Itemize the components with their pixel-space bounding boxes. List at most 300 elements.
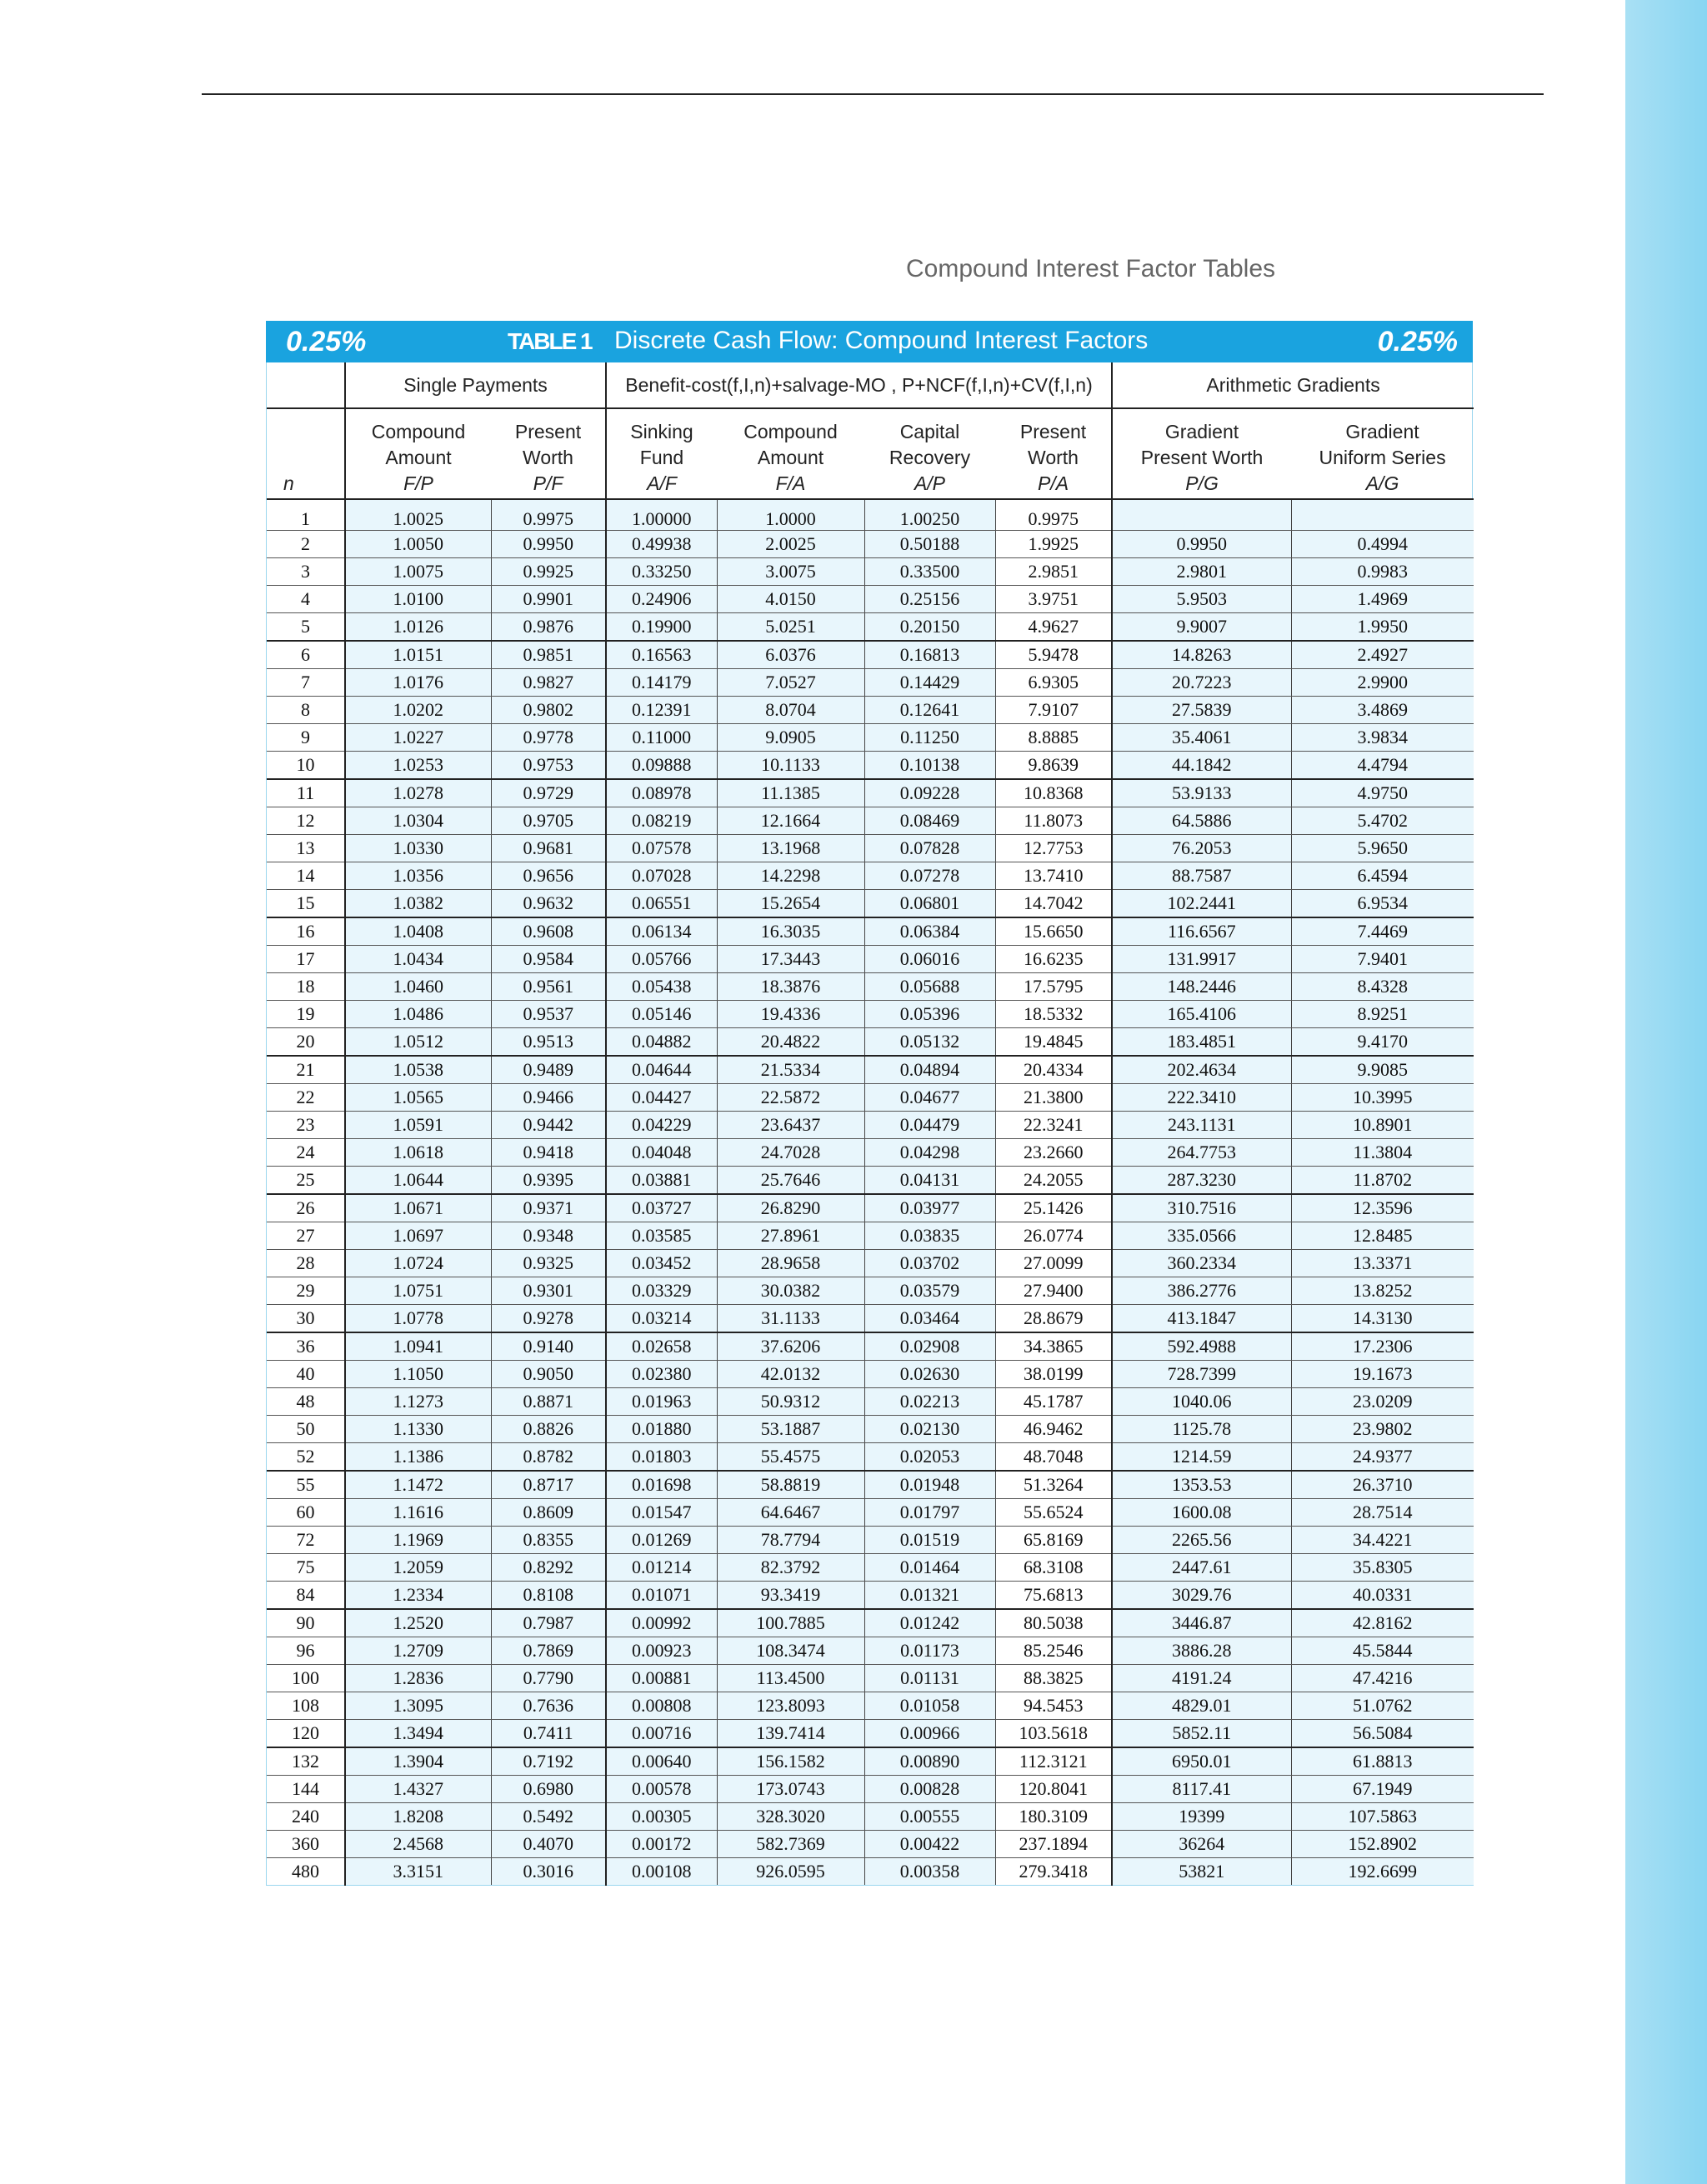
column-header xyxy=(717,408,864,499)
table-row xyxy=(267,724,1474,752)
table-cell: 173.0743 xyxy=(717,1776,864,1803)
table-cell: 386.2776 xyxy=(1112,1277,1291,1305)
table-cell: 0.00640 xyxy=(606,1747,717,1776)
table-row xyxy=(267,1305,1474,1333)
table-cell: 1.1050 xyxy=(345,1361,491,1388)
table-cell: 1.8208 xyxy=(345,1803,491,1831)
table-cell: 1.1273 xyxy=(345,1388,491,1416)
table-row xyxy=(267,917,1474,946)
table-cell: 14.2298 xyxy=(717,862,864,890)
row-n: 6 xyxy=(267,641,345,669)
table-cell: 0.9656 xyxy=(491,862,606,890)
table-cell: 0.03214 xyxy=(606,1305,717,1333)
table-cell: 183.4851 xyxy=(1112,1028,1291,1057)
table-cell: 6.9534 xyxy=(1291,890,1474,918)
row-n: 100 xyxy=(267,1665,345,1692)
table-cell: 13.1968 xyxy=(717,835,864,862)
column-header-symbol: F/P xyxy=(403,472,433,494)
table-cell: 1.0671 xyxy=(345,1194,491,1222)
table-row xyxy=(267,1747,1474,1776)
row-n: 28 xyxy=(267,1250,345,1277)
table-row xyxy=(267,779,1474,807)
table-cell: 0.9466 xyxy=(491,1084,606,1112)
table-cell: 20.7223 xyxy=(1112,669,1291,697)
table-cell: 1214.59 xyxy=(1112,1443,1291,1472)
row-n: 75 xyxy=(267,1554,345,1582)
column-header xyxy=(1291,408,1474,499)
table-cell: 15.6650 xyxy=(995,917,1112,946)
column-header-line1: Sinking xyxy=(630,421,693,442)
table-cell: 0.33250 xyxy=(606,558,717,586)
column-header xyxy=(345,408,491,499)
table-cell: 1.0151 xyxy=(345,641,491,669)
row-n: 16 xyxy=(267,917,345,946)
column-header-line1: Gradient xyxy=(1345,421,1419,442)
row-n: 120 xyxy=(267,1720,345,1748)
header-rule xyxy=(202,93,1544,95)
table-cell: 0.8355 xyxy=(491,1527,606,1554)
table-cell: 0.3016 xyxy=(491,1858,606,1886)
table-cell: 1.0486 xyxy=(345,1001,491,1028)
table-row xyxy=(267,1609,1474,1637)
table-cell: 8.8885 xyxy=(995,724,1112,752)
table-cell: 0.01464 xyxy=(864,1554,995,1582)
row-n: 26 xyxy=(267,1194,345,1222)
table-cell: 1.0304 xyxy=(345,807,491,835)
table-cell: 0.20150 xyxy=(864,613,995,642)
table-cell: 47.4216 xyxy=(1291,1665,1474,1692)
table-cell: 0.7411 xyxy=(491,1720,606,1748)
rate-right: 0.25% xyxy=(1377,326,1458,357)
table-cell: 12.7753 xyxy=(995,835,1112,862)
column-header-symbol: P/G xyxy=(1185,472,1219,494)
row-n: 48 xyxy=(267,1388,345,1416)
row-n: 17 xyxy=(267,946,345,973)
table-cell: 17.2306 xyxy=(1291,1332,1474,1361)
table-cell: 4.9750 xyxy=(1291,779,1474,807)
row-n: 23 xyxy=(267,1112,345,1139)
table-cell: 7.9401 xyxy=(1291,946,1474,973)
table-cell: 28.9658 xyxy=(717,1250,864,1277)
table-row xyxy=(267,1554,1474,1582)
table-cell: 0.07578 xyxy=(606,835,717,862)
table-cell: 107.5863 xyxy=(1291,1803,1474,1831)
table-cell: 11.1385 xyxy=(717,779,864,807)
table-cell: 0.01173 xyxy=(864,1637,995,1665)
table-cell: 0.9950 xyxy=(1112,531,1291,558)
table-row xyxy=(267,807,1474,835)
row-n: 40 xyxy=(267,1361,345,1388)
table-cell: 93.3419 xyxy=(717,1582,864,1610)
table-cell: 237.1894 xyxy=(995,1831,1112,1858)
table-cell: 0.01803 xyxy=(606,1443,717,1472)
group-arithmetic-gradients: Arithmetic Gradients xyxy=(1112,362,1474,408)
table-cell: 0.03727 xyxy=(606,1194,717,1222)
table-cell: 2.9900 xyxy=(1291,669,1474,697)
table-cell: 1.0253 xyxy=(345,752,491,780)
table-row xyxy=(267,1001,1474,1028)
table-cell: 0.04427 xyxy=(606,1084,717,1112)
column-header-line2: Worth xyxy=(1028,447,1079,468)
group-benefit-cost: Benefit-cost(f,I,n)+salvage-MO , P+NCF(f,I,n)+CV(f,I,n) xyxy=(606,362,1112,408)
table-row xyxy=(267,1222,1474,1250)
row-n: 29 xyxy=(267,1277,345,1305)
table-cell: 0.9950 xyxy=(491,531,606,558)
table-cell: 1125.78 xyxy=(1112,1416,1291,1443)
row-n: 132 xyxy=(267,1747,345,1776)
table-cell: 24.9377 xyxy=(1291,1443,1474,1472)
table-cell: 582.7369 xyxy=(717,1831,864,1858)
table-cell: 0.04894 xyxy=(864,1056,995,1084)
row-n: 10 xyxy=(267,752,345,780)
table-cell: 35.8305 xyxy=(1291,1554,1474,1582)
row-n: 144 xyxy=(267,1776,345,1803)
table-cell: 19.1673 xyxy=(1291,1361,1474,1388)
table-cell: 6.0376 xyxy=(717,641,864,669)
table-cell: 82.3792 xyxy=(717,1554,864,1582)
table-cell: 9.4170 xyxy=(1291,1028,1474,1057)
table-cell: 0.05396 xyxy=(864,1001,995,1028)
table-cell: 16.6235 xyxy=(995,946,1112,973)
table-cell: 0.9489 xyxy=(491,1056,606,1084)
table-cell: 3.9751 xyxy=(995,586,1112,613)
table-cell: 67.1949 xyxy=(1291,1776,1474,1803)
table-cell: 35.4061 xyxy=(1112,724,1291,752)
table-cell: 1.1386 xyxy=(345,1443,491,1472)
table-row xyxy=(267,1084,1474,1112)
table-cell: 1.0751 xyxy=(345,1277,491,1305)
table-cell: 0.04882 xyxy=(606,1028,717,1057)
table-cell: 0.12641 xyxy=(864,697,995,724)
table-cell: 1.3095 xyxy=(345,1692,491,1720)
row-n: 25 xyxy=(267,1167,345,1195)
table-cell: 0.9975 xyxy=(491,499,606,531)
table-cell: 0.9802 xyxy=(491,697,606,724)
table-cell: 0.02130 xyxy=(864,1416,995,1443)
table-cell: 0.00172 xyxy=(606,1831,717,1858)
table-cell: 78.7794 xyxy=(717,1527,864,1554)
table-cell: 27.8961 xyxy=(717,1222,864,1250)
table-cell: 14.7042 xyxy=(995,890,1112,918)
table-cell: 0.00966 xyxy=(864,1720,995,1748)
table-cell: 0.05688 xyxy=(864,973,995,1001)
table-cell: 88.3825 xyxy=(995,1665,1112,1692)
column-header-n: n xyxy=(267,408,345,499)
table-cell: 1.0202 xyxy=(345,697,491,724)
table-row xyxy=(267,1139,1474,1167)
row-n: 84 xyxy=(267,1582,345,1610)
row-n: 20 xyxy=(267,1028,345,1057)
table-cell: 1.0724 xyxy=(345,1250,491,1277)
table-cell: 0.01131 xyxy=(864,1665,995,1692)
row-n: 8 xyxy=(267,697,345,724)
table-cell: 1.2520 xyxy=(345,1609,491,1637)
table-cell: 10.1133 xyxy=(717,752,864,780)
table-cell: 51.3264 xyxy=(995,1471,1112,1499)
row-n: 14 xyxy=(267,862,345,890)
table-title: Discrete Cash Flow: Compound Interest Factors xyxy=(614,327,1149,354)
table-row xyxy=(267,1776,1474,1803)
table-cell: 42.0132 xyxy=(717,1361,864,1388)
table-cell: 287.3230 xyxy=(1112,1167,1291,1195)
table-cell: 6.4594 xyxy=(1291,862,1474,890)
table-cell: 1.0538 xyxy=(345,1056,491,1084)
column-header-symbol: A/F xyxy=(647,472,677,494)
table-cell: 80.5038 xyxy=(995,1609,1112,1637)
table-cell: 48.7048 xyxy=(995,1443,1112,1472)
table-cell: 6.9305 xyxy=(995,669,1112,697)
row-n: 36 xyxy=(267,1332,345,1361)
table-cell: 23.9802 xyxy=(1291,1416,1474,1443)
table-row xyxy=(267,1527,1474,1554)
table-cell: 0.01948 xyxy=(864,1471,995,1499)
table-cell: 0.50188 xyxy=(864,531,995,558)
table-cell: 1.2059 xyxy=(345,1554,491,1582)
table-cell: 0.01963 xyxy=(606,1388,717,1416)
table-cell: 0.00578 xyxy=(606,1776,717,1803)
column-header-symbol: P/F xyxy=(533,472,563,494)
table-cell: 0.7987 xyxy=(491,1609,606,1637)
table-cell: 2.0025 xyxy=(717,531,864,558)
table-cell: 0.03329 xyxy=(606,1277,717,1305)
table-cell: 0.07828 xyxy=(864,835,995,862)
table-cell: 0.07028 xyxy=(606,862,717,890)
table-cell: 27.9400 xyxy=(995,1277,1112,1305)
table-cell: 27.0099 xyxy=(995,1250,1112,1277)
table-cell: 1.0697 xyxy=(345,1222,491,1250)
table-cell: 0.01797 xyxy=(864,1499,995,1527)
table-cell: 0.12391 xyxy=(606,697,717,724)
table-cell: 0.06384 xyxy=(864,917,995,946)
table-row xyxy=(267,862,1474,890)
table-cell: 13.7410 xyxy=(995,862,1112,890)
table-row xyxy=(267,531,1474,558)
row-n: 18 xyxy=(267,973,345,1001)
table-cell: 1.0100 xyxy=(345,586,491,613)
table-cell: 23.2660 xyxy=(995,1139,1112,1167)
table-cell: 0.00890 xyxy=(864,1747,995,1776)
table-cell: 0.05146 xyxy=(606,1001,717,1028)
row-n: 24 xyxy=(267,1139,345,1167)
table-cell: 4.9627 xyxy=(995,613,1112,642)
table-cell: 61.8813 xyxy=(1291,1747,1474,1776)
table-cell: 34.4221 xyxy=(1291,1527,1474,1554)
table-cell: 19.4845 xyxy=(995,1028,1112,1057)
row-n: 7 xyxy=(267,669,345,697)
table-cell: 0.9975 xyxy=(995,499,1112,531)
table-cell: 18.3876 xyxy=(717,973,864,1001)
table-cell: 0.9753 xyxy=(491,752,606,780)
row-n: 360 xyxy=(267,1831,345,1858)
table-cell: 2.9801 xyxy=(1112,558,1291,586)
table-cell: 0.04229 xyxy=(606,1112,717,1139)
table-cell: 0.7869 xyxy=(491,1637,606,1665)
table-cell: 0.00828 xyxy=(864,1776,995,1803)
table-cell: 0.03452 xyxy=(606,1250,717,1277)
table-cell: 123.8093 xyxy=(717,1692,864,1720)
table-cell: 14.8263 xyxy=(1112,641,1291,669)
table-cell: 335.0566 xyxy=(1112,1222,1291,1250)
table-row xyxy=(267,890,1474,918)
row-n: 12 xyxy=(267,807,345,835)
table-cell: 2.4927 xyxy=(1291,641,1474,669)
table-cell: 0.9140 xyxy=(491,1332,606,1361)
table-cell: 12.8485 xyxy=(1291,1222,1474,1250)
table-cell: 0.14429 xyxy=(864,669,995,697)
table-cell xyxy=(1291,499,1474,531)
row-n: 5 xyxy=(267,613,345,642)
table-cell: 14.3130 xyxy=(1291,1305,1474,1333)
table-cell: 0.00108 xyxy=(606,1858,717,1886)
table-cell: 0.19900 xyxy=(606,613,717,642)
table-cell: 0.9584 xyxy=(491,946,606,973)
table-cell: 25.1426 xyxy=(995,1194,1112,1222)
table-cell: 108.3474 xyxy=(717,1637,864,1665)
table-cell: 11.8073 xyxy=(995,807,1112,835)
table-cell: 21.3800 xyxy=(995,1084,1112,1112)
table-cell: 9.9085 xyxy=(1291,1056,1474,1084)
table-cell: 0.00422 xyxy=(864,1831,995,1858)
table-cell: 40.0331 xyxy=(1291,1582,1474,1610)
table-row xyxy=(267,1194,1474,1222)
column-header xyxy=(606,408,717,499)
table-cell: 0.9983 xyxy=(1291,558,1474,586)
table-cell: 0.11000 xyxy=(606,724,717,752)
column-header-symbol: A/P xyxy=(914,472,946,494)
table-cell: 1.0278 xyxy=(345,779,491,807)
table-cell: 1.0382 xyxy=(345,890,491,918)
table-cell: 12.1664 xyxy=(717,807,864,835)
table-cell: 0.10138 xyxy=(864,752,995,780)
table-cell: 328.3020 xyxy=(717,1803,864,1831)
column-header xyxy=(491,408,606,499)
table-cell: 0.03702 xyxy=(864,1250,995,1277)
table-cell: 0.9348 xyxy=(491,1222,606,1250)
table-row xyxy=(267,1692,1474,1720)
table-row xyxy=(267,1028,1474,1057)
table-cell: 0.08978 xyxy=(606,779,717,807)
table-cell: 22.3241 xyxy=(995,1112,1112,1139)
table-cell: 53.9133 xyxy=(1112,779,1291,807)
table-cell: 68.3108 xyxy=(995,1554,1112,1582)
table-cell: 0.9827 xyxy=(491,669,606,697)
table-cell: 1.0644 xyxy=(345,1167,491,1195)
table-row xyxy=(267,835,1474,862)
table-cell: 1.0512 xyxy=(345,1028,491,1057)
table-cell: 0.05132 xyxy=(864,1028,995,1057)
table-cell: 45.1787 xyxy=(995,1388,1112,1416)
factor-grid xyxy=(267,362,1474,1886)
table-row xyxy=(267,1443,1474,1472)
table-cell: 0.9901 xyxy=(491,586,606,613)
table-cell: 21.5334 xyxy=(717,1056,864,1084)
table-cell: 7.9107 xyxy=(995,697,1112,724)
table-cell: 0.00358 xyxy=(864,1858,995,1886)
column-header-row xyxy=(267,408,1474,499)
table-cell: 0.9513 xyxy=(491,1028,606,1057)
table-cell: 1.0075 xyxy=(345,558,491,586)
group-header-row xyxy=(267,362,1474,408)
table-cell: 0.5492 xyxy=(491,1803,606,1831)
table-cell: 0.8782 xyxy=(491,1443,606,1472)
row-n: 55 xyxy=(267,1471,345,1499)
column-header xyxy=(995,408,1112,499)
table-cell: 100.7885 xyxy=(717,1609,864,1637)
table-cell: 3029.76 xyxy=(1112,1582,1291,1610)
factor-table xyxy=(266,321,1473,1886)
table-cell: 45.5844 xyxy=(1291,1637,1474,1665)
table-cell: 5.9503 xyxy=(1112,586,1291,613)
table-cell: 0.14179 xyxy=(606,669,717,697)
table-cell: 0.01321 xyxy=(864,1582,995,1610)
table-cell: 0.9537 xyxy=(491,1001,606,1028)
table-row xyxy=(267,558,1474,586)
table-cell: 1.0434 xyxy=(345,946,491,973)
table-cell: 0.9395 xyxy=(491,1167,606,1195)
table-cell: 0.25156 xyxy=(864,586,995,613)
table-cell: 0.9729 xyxy=(491,779,606,807)
table-cell: 1.0941 xyxy=(345,1332,491,1361)
table-cell: 156.1582 xyxy=(717,1747,864,1776)
table-cell xyxy=(1112,499,1291,531)
table-cell: 1.0227 xyxy=(345,724,491,752)
table-cell: 0.8871 xyxy=(491,1388,606,1416)
table-cell: 0.8292 xyxy=(491,1554,606,1582)
table-cell: 0.04048 xyxy=(606,1139,717,1167)
row-n: 60 xyxy=(267,1499,345,1527)
table-cell: 0.02630 xyxy=(864,1361,995,1388)
table-cell: 0.08219 xyxy=(606,807,717,835)
table-cell: 0.06134 xyxy=(606,917,717,946)
column-header-line2: Worth xyxy=(523,447,573,468)
table-row xyxy=(267,1637,1474,1665)
row-n: 21 xyxy=(267,1056,345,1084)
table-cell: 1.0408 xyxy=(345,917,491,946)
table-cell: 3.4869 xyxy=(1291,697,1474,724)
table-row xyxy=(267,1167,1474,1195)
table-cell: 9.0905 xyxy=(717,724,864,752)
table-cell: 0.9301 xyxy=(491,1277,606,1305)
table-cell: 7.4469 xyxy=(1291,917,1474,946)
table-row xyxy=(267,641,1474,669)
column-header-line2: Fund xyxy=(639,447,684,468)
page-heading: Compound Interest Factor Tables xyxy=(905,255,1275,282)
table-cell: 0.01880 xyxy=(606,1416,717,1443)
table-cell: 30.0382 xyxy=(717,1277,864,1305)
table-cell: 0.05766 xyxy=(606,946,717,973)
table-cell: 1.9925 xyxy=(995,531,1112,558)
table-cell: 0.02053 xyxy=(864,1443,995,1472)
table-cell: 4191.24 xyxy=(1112,1665,1291,1692)
table-cell: 5.9478 xyxy=(995,641,1112,669)
table-cell: 0.01242 xyxy=(864,1609,995,1637)
table-cell: 37.6206 xyxy=(717,1332,864,1361)
table-cell: 19.4336 xyxy=(717,1001,864,1028)
table-cell: 0.04479 xyxy=(864,1112,995,1139)
table-cell: 0.00305 xyxy=(606,1803,717,1831)
group-blank xyxy=(267,362,345,408)
table-cell: 28.7514 xyxy=(1291,1499,1474,1527)
table-cell: 0.00808 xyxy=(606,1692,717,1720)
table-row xyxy=(267,586,1474,613)
table-cell: 2.4568 xyxy=(345,1831,491,1858)
table-cell: 0.06801 xyxy=(864,890,995,918)
table-cell: 4.4794 xyxy=(1291,752,1474,780)
table-cell: 20.4822 xyxy=(717,1028,864,1057)
table-cell: 0.9325 xyxy=(491,1250,606,1277)
table-cell: 0.01214 xyxy=(606,1554,717,1582)
table-cell: 44.1842 xyxy=(1112,752,1291,780)
